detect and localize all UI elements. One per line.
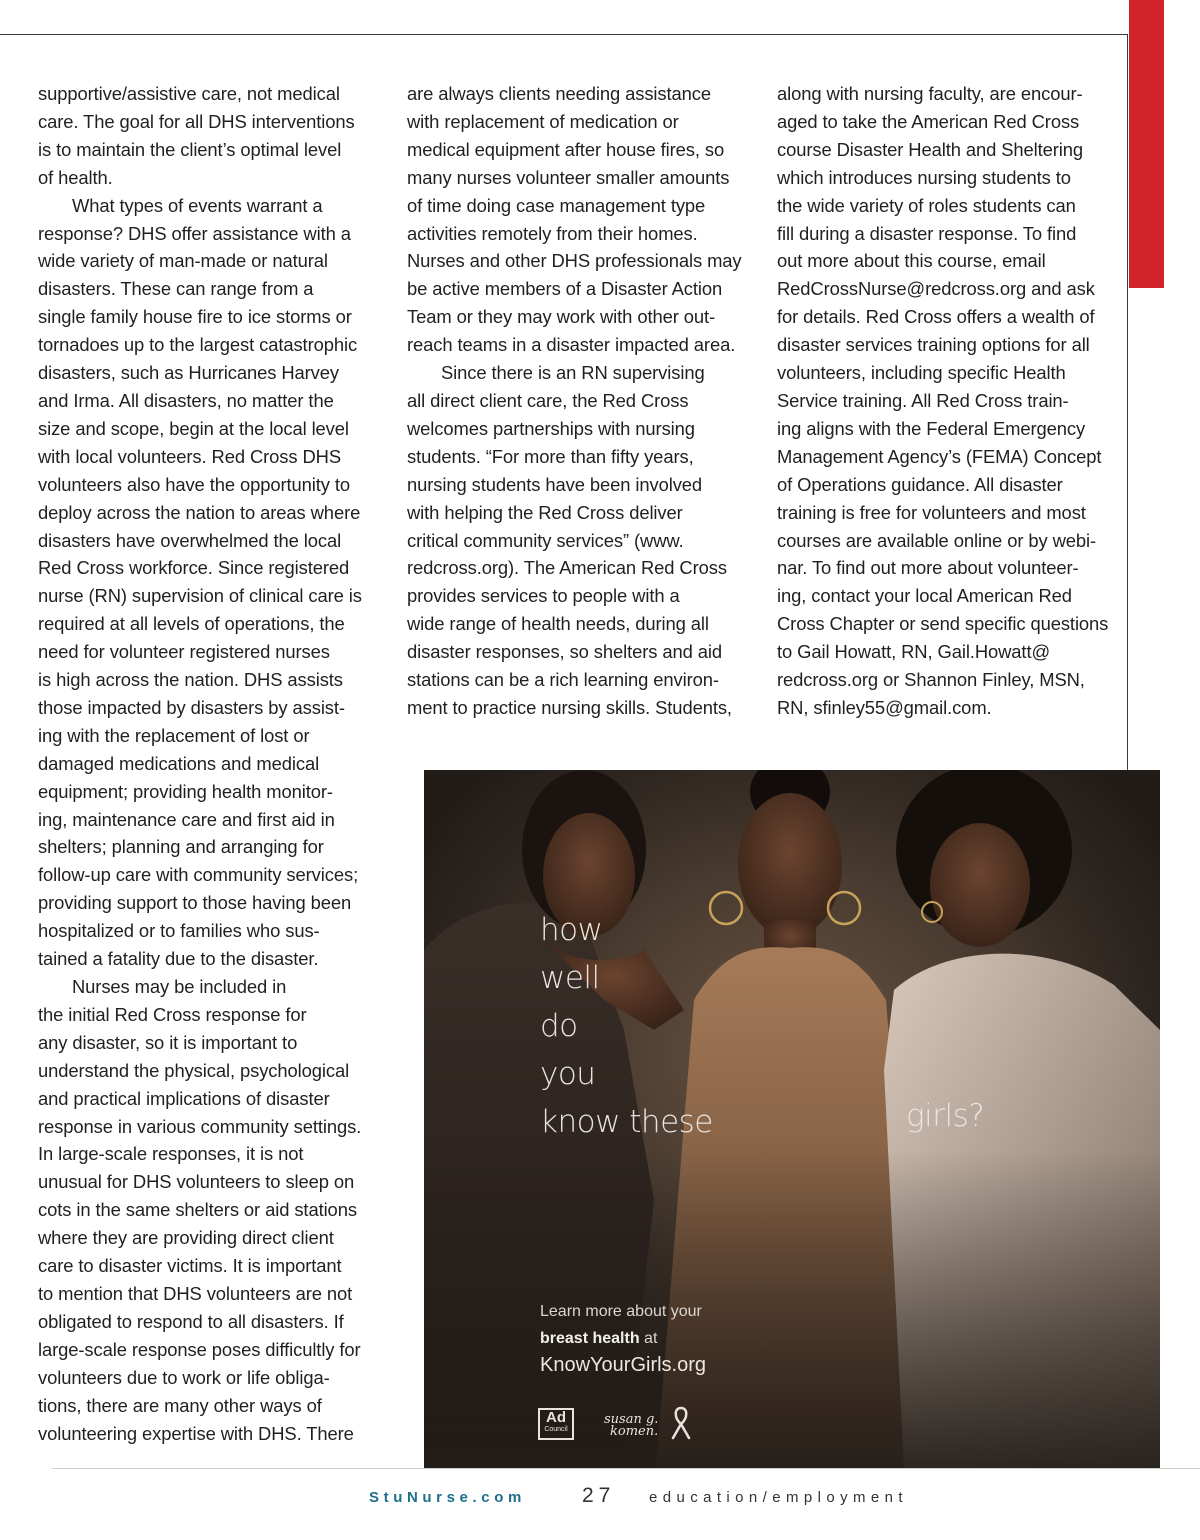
section-color-tab	[1129, 0, 1164, 288]
article-paragraph	[38, 973, 378, 1447]
article-line: reach teams in a disaster impacted area.	[407, 334, 736, 356]
article-line: with replacement of medication or	[407, 110, 679, 132]
article-line: large-scale response poses difficultly for	[38, 1338, 361, 1360]
article-line: with helping the Red Cross deliver	[407, 501, 683, 523]
right-rule	[1127, 34, 1128, 774]
article-line: Service training. All Red Cross train-	[777, 389, 1069, 411]
article-line: What types of events warrant a	[72, 194, 323, 216]
article-line: required at all levels of operations, the	[38, 613, 345, 635]
article-line: students. “For more than fifty years,	[407, 445, 694, 467]
article-line: providing support to those having been	[38, 892, 352, 914]
article-line: the initial Red Cross response for	[38, 1003, 307, 1025]
article-line: damaged medications and medical	[38, 752, 320, 774]
article-column-1	[38, 80, 378, 1447]
susan-g-komen-logo	[604, 1414, 658, 1438]
ad-learn-more-text	[540, 1298, 702, 1352]
article-line: cots in the same shelters or aid stations	[38, 1199, 357, 1221]
footer-rule	[52, 1468, 1200, 1469]
article-line: equipment; providing health monitor-	[38, 780, 333, 802]
article-line: volunteers, including specific Health	[777, 362, 1066, 384]
ad-learn-bold: breast health	[540, 1330, 640, 1347]
ad-headline-word: well	[540, 960, 600, 996]
article-line: Team or they may work with other out-	[407, 306, 716, 328]
article-line: those impacted by disasters by assist-	[38, 696, 345, 718]
article-line: tions, there are many other ways of	[38, 1394, 322, 1416]
article-line: Red Cross workforce. Since registered	[38, 557, 350, 579]
top-rule	[0, 34, 1128, 35]
article-line: tornadoes up to the largest catastrophic	[38, 334, 358, 356]
article-line: course Disaster Health and Sheltering	[777, 138, 1084, 160]
article-line: ing with the replacement of lost or	[38, 724, 310, 746]
article-line: provides services to people with a	[407, 585, 680, 607]
article-line: wide range of health needs, during all	[407, 613, 709, 635]
article-line: volunteers also have the opportunity to	[38, 473, 351, 495]
article-paragraph	[407, 359, 747, 722]
article-line: redcross.org or Shannon Finley, MSN,	[777, 669, 1085, 691]
article-line: tained a fatality due to the disaster.	[38, 948, 319, 970]
article-line: volunteers due to work or life obliga-	[38, 1366, 330, 1388]
article-line: to mention that DHS volunteers are not	[38, 1282, 353, 1304]
article-line: Nurses may be included in	[72, 976, 287, 997]
article-line: of time doing case management type	[407, 194, 706, 216]
ad-council-logo-text: Ad	[546, 1409, 566, 1426]
article-line: supportive/assistive care, not medical	[38, 83, 340, 104]
ad-learn-rest: at	[639, 1330, 658, 1347]
article-line: ing, maintenance care and first aid in	[38, 808, 335, 830]
article-line: Nurses and other DHS professionals may	[407, 250, 742, 272]
ad-headline-word: do	[540, 1008, 578, 1044]
article-line: welcomes partnerships with nursing	[407, 417, 695, 439]
know-your-girls-advertisement	[424, 770, 1160, 1468]
article-line: shelters; planning and arranging for	[38, 836, 324, 858]
ad-headline-word: how	[540, 912, 603, 948]
article-line: all direct client care, the Red Cross	[407, 389, 689, 411]
article-line: aged to take the American Red Cross	[777, 110, 1080, 132]
article-line: out more about this course, email	[777, 250, 1046, 272]
article-line: the wide variety of roles students can	[777, 194, 1076, 216]
article-line: activities remotely from their homes.	[407, 222, 698, 244]
article-line: care. The goal for all DHS interventions	[38, 110, 355, 132]
article-line: nursing students have been involved	[407, 473, 703, 495]
article-line: where they are providing direct client	[38, 1227, 334, 1249]
article-line: need for volunteer registered nurses	[38, 641, 330, 663]
article-line: are always clients needing assistance	[407, 83, 712, 104]
pink-ribbon-icon	[670, 1404, 692, 1440]
article-line: hospitalized or to families who sus-	[38, 920, 320, 942]
article-line: response? DHS offer assistance with a	[38, 222, 351, 244]
article-paragraph	[777, 80, 1117, 722]
article-line: unusual for DHS volunteers to sleep on	[38, 1171, 355, 1193]
article-line: critical community services” (www.	[407, 529, 684, 551]
ad-website: KnowYourGirls.org	[540, 1354, 707, 1376]
article-line: Cross Chapter or send specific questions	[777, 613, 1109, 635]
article-line: volunteering expertise with DHS. There	[38, 1422, 354, 1444]
article-line: training is free for volunteers and most	[777, 501, 1086, 523]
komen-logo-line: susan g.	[604, 1412, 659, 1427]
article-line: medical equipment after house fires, so	[407, 138, 725, 160]
article-line: disaster responses, so shelters and aid	[407, 641, 723, 663]
article-line: with local volunteers. Red Cross DHS	[38, 445, 342, 467]
footer-brand: StuNurse.com	[369, 1489, 526, 1506]
article-paragraph	[38, 192, 378, 973]
article-line: single family house fire to ice storms or	[38, 306, 352, 328]
article-line: RN, sfinley55@gmail.com.	[777, 696, 992, 718]
article-column-3	[777, 80, 1117, 722]
ad-learn-line-2	[540, 1325, 702, 1352]
article-line: disaster services training options for all	[777, 334, 1090, 356]
article-line: size and scope, begin at the local level	[38, 417, 349, 439]
article-line: disasters, such as Hurricanes Harvey	[38, 362, 339, 384]
article-line: ing aligns with the Federal Emergency	[777, 417, 1086, 439]
article-line: ing, contact your local American Red	[777, 585, 1072, 607]
article-line: ment to practice nursing skills. Students,	[407, 696, 732, 718]
article-line: understand the physical, psychological	[38, 1059, 350, 1081]
article-line: and practical implications of disaster	[38, 1087, 330, 1109]
komen-logo-line: komen.	[610, 1424, 659, 1439]
article-paragraph	[38, 80, 378, 192]
article-line: any disaster, so it is important to	[38, 1031, 298, 1053]
ad-photo-illustration	[424, 770, 1160, 1468]
ad-council-logo	[538, 1408, 574, 1440]
article-line: along with nursing faculty, are encour-	[777, 83, 1083, 104]
article-line: follow-up care with community services;	[38, 864, 359, 886]
ad-council-logo-sub: Council	[544, 1426, 568, 1433]
article-line: nar. To find out more about volunteer-	[777, 557, 1079, 579]
article-line: courses are available online or by webi-	[777, 529, 1097, 551]
article-line: to Gail Howatt, RN, Gail.Howatt@	[777, 641, 1051, 663]
article-column-2	[407, 80, 747, 722]
article-line: obligated to respond to all disasters. If	[38, 1310, 344, 1332]
ad-headline-word: you	[540, 1056, 596, 1092]
ad-learn-line: Learn more about your	[540, 1303, 702, 1320]
article-line: many nurses volunteer smaller amounts	[407, 166, 730, 188]
article-line: disasters have overwhelmed the local	[38, 529, 342, 551]
article-line: fill during a disaster response. To find	[777, 222, 1077, 244]
article-line: wide variety of man-made or natural	[38, 250, 328, 272]
article-line: of health.	[38, 166, 113, 188]
article-line: is to maintain the client’s optimal level	[38, 138, 342, 160]
article-line: redcross.org). The American Red Cross	[407, 557, 727, 579]
article-line: Management Agency’s (FEMA) Concept	[777, 445, 1102, 467]
article-paragraph	[407, 80, 747, 359]
article-line: In large-scale responses, it is not	[38, 1143, 304, 1165]
ad-headline-word: know these	[540, 1104, 713, 1140]
article-line: disasters. These can range from a	[38, 278, 314, 300]
article-line: and Irma. All disasters, no matter the	[38, 389, 334, 411]
article-line: for details. Red Cross offers a wealth of	[777, 306, 1095, 328]
article-line: be active members of a Disaster Action	[407, 278, 723, 300]
ad-headline	[540, 906, 713, 1146]
page-number: 27	[582, 1484, 616, 1507]
article-line: care to disaster victims. It is important	[38, 1255, 342, 1277]
article-line: Since there is an RN supervising	[441, 362, 705, 384]
article-line: response in various community settings.	[38, 1115, 362, 1137]
article-line: stations can be a rich learning environ-	[407, 669, 719, 691]
article-line: nurse (RN) supervision of clinical care is	[38, 585, 362, 607]
footer-section-name: education/employment	[649, 1489, 908, 1506]
ad-headline-end: girls?	[906, 1098, 985, 1134]
article-line: is high across the nation. DHS assists	[38, 669, 343, 691]
article-line: of Operations guidance. All disaster	[777, 473, 1063, 495]
article-line: RedCrossNurse@redcross.org and ask	[777, 278, 1095, 300]
article-line: deploy across the nation to areas where	[38, 501, 361, 523]
article-line: which introduces nursing students to	[777, 166, 1071, 188]
